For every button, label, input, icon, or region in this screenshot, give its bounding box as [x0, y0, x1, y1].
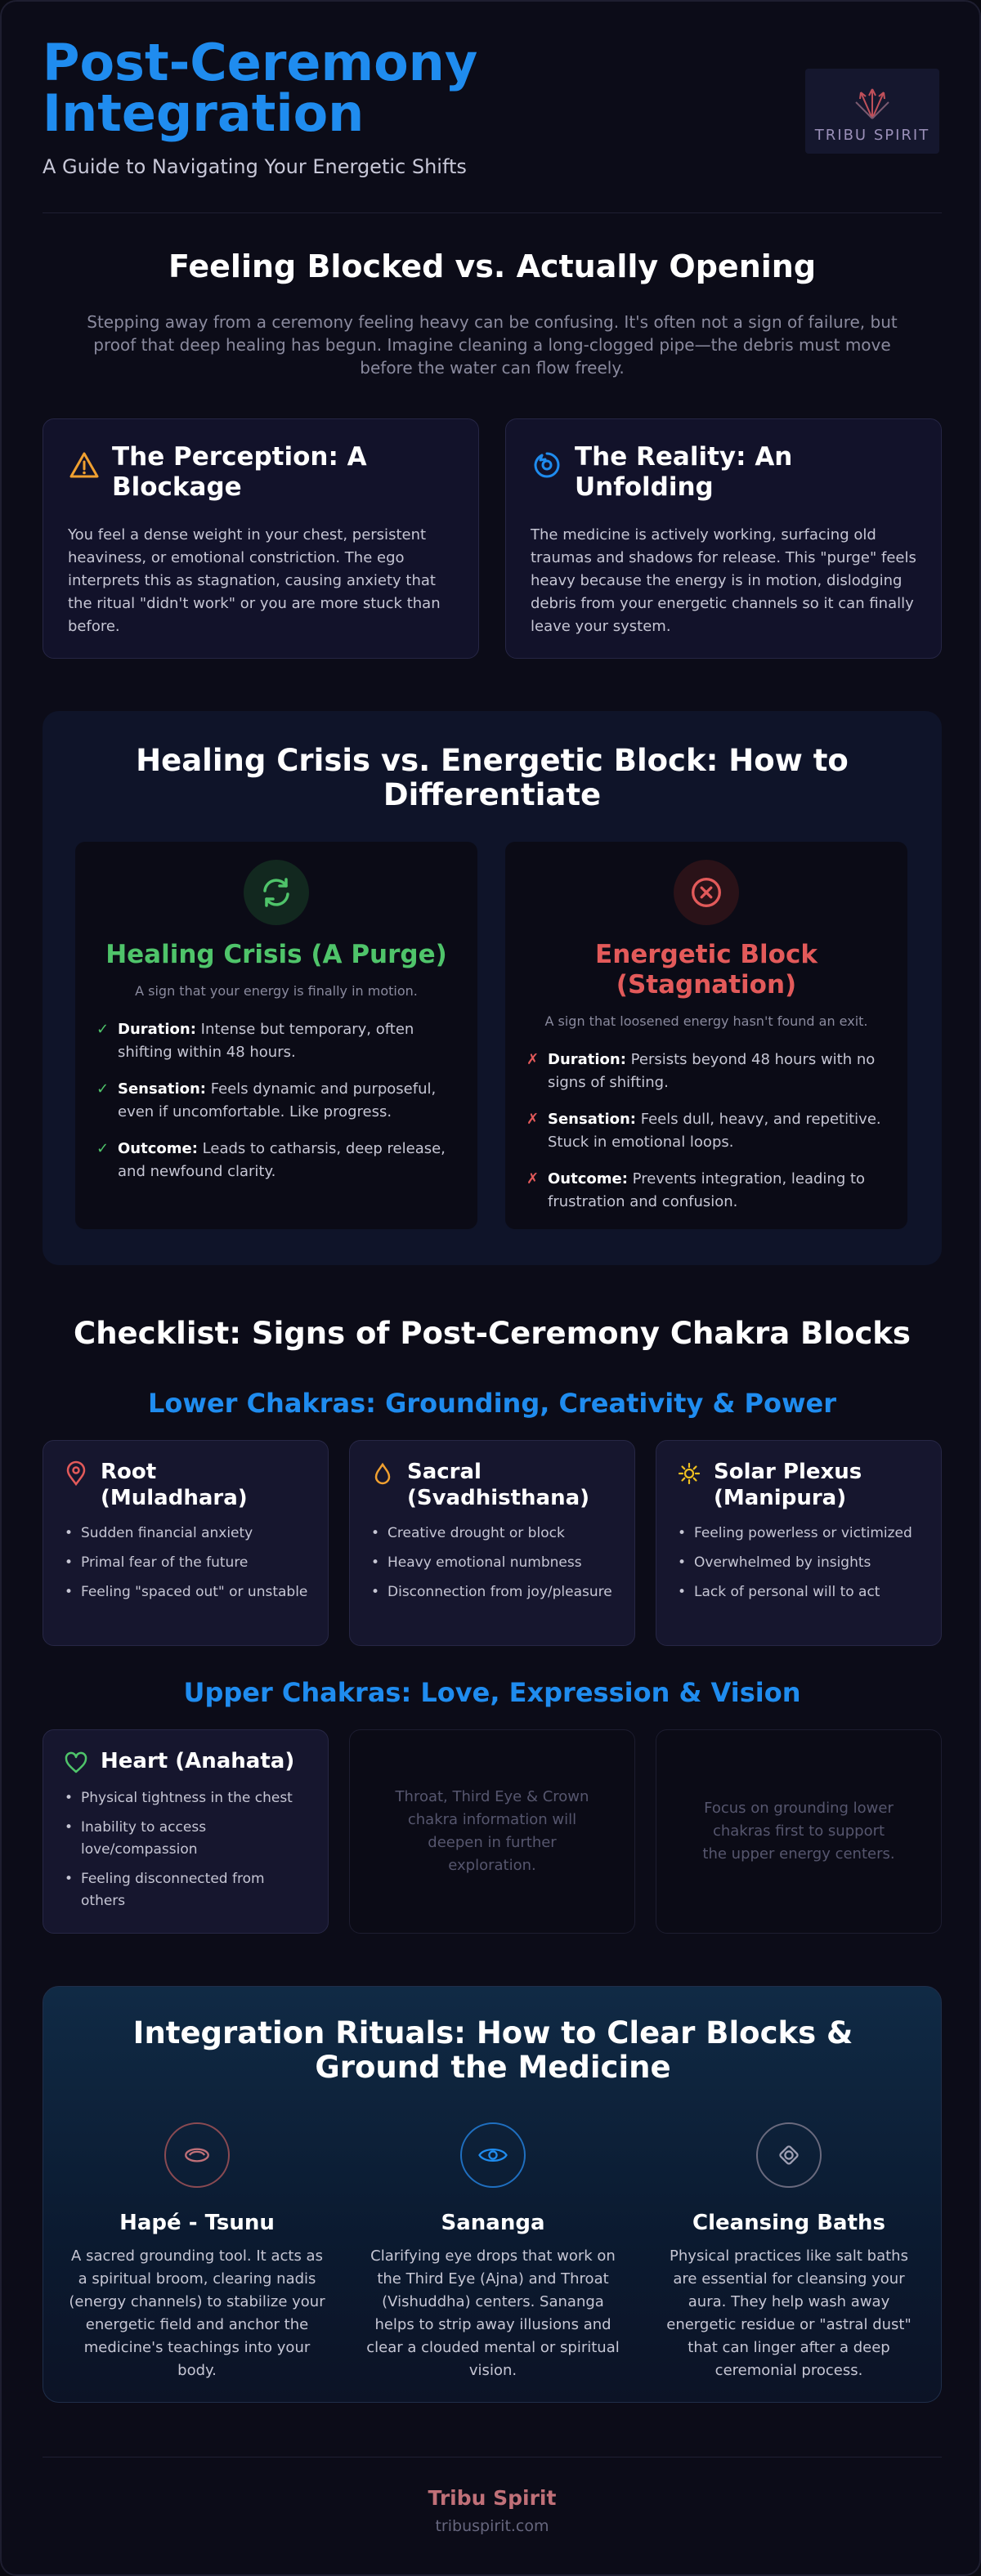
chakra-card-root — [43, 1440, 329, 1646]
item-label: Duration: — [548, 1051, 626, 1068]
list-item: • Sudden financial anxiety — [63, 1523, 308, 1545]
placeholder-text: Throat, Third Eye & Crown chakra information will deepen in further exploration. — [395, 1788, 589, 1874]
list-item — [95, 1018, 458, 1064]
energetic-block-list — [525, 1049, 888, 1214]
reality-title: The Reality: An Unfolding — [575, 442, 793, 502]
bath-icon — [771, 2137, 807, 2173]
hape-icon-wrap — [164, 2122, 230, 2188]
cross-icon: ✗ — [526, 1051, 540, 1068]
energetic-block-title: Energetic Block (Stagnation) — [595, 940, 818, 1000]
divider — [43, 212, 942, 213]
ritual-cleansing-baths — [656, 2122, 921, 2382]
footer-brand: Tribu Spirit — [428, 2486, 557, 2510]
item-label: Duration: — [118, 1021, 196, 1038]
list-item: • Feeling disconnected from others — [63, 1868, 308, 1912]
list-item: • Inability to access love/compassion — [63, 1817, 308, 1861]
healing-crisis-list — [95, 1018, 458, 1183]
ritual-text: Physical practices like salt baths are essential for cleansing your aura. They help wash away energetic residue or "astral dust" that can linger after a deep ceremonial process. — [666, 2247, 912, 2379]
refresh-icon-wrap — [244, 860, 309, 925]
upper-chakras-heading: Upper Chakras: Love, Expression & Vision — [183, 1677, 801, 1708]
placeholder-card — [656, 1729, 942, 1934]
check-icon: ✓ — [96, 1140, 110, 1157]
feather-logo-icon — [849, 78, 895, 123]
list-item: • Overwhelmed by insights — [676, 1552, 921, 1574]
chakra-card-heart — [43, 1729, 329, 1934]
list-item: • Physical tightness in the chest — [63, 1787, 308, 1809]
item-label: Sensation: — [548, 1111, 636, 1128]
list-item: • Heavy emotional numbness — [370, 1552, 615, 1574]
lower-chakras-heading: Lower Chakras: Grounding, Creativity & Power — [148, 1388, 836, 1419]
reality-card — [505, 418, 942, 659]
perception-text: You feel a dense weight in your chest, persistent heaviness, or emotional constriction. The ego interprets this as stagnation, causing anxiety that the ritual "didn't work" or you are more stuck than before. — [68, 526, 441, 635]
section-title-rituals: Integration Rituals: How to Clear Blocks & Ground the Medicine — [132, 2015, 853, 2085]
list-item: • Disconnection from joy/pleasure — [370, 1581, 615, 1603]
refresh-icon — [257, 873, 296, 912]
energetic-block-card — [505, 842, 907, 1229]
list-item: • Feeling "spaced out" or unstable — [63, 1581, 308, 1603]
ritual-title: Hapé - Tsunu — [119, 2211, 275, 2235]
list-item — [525, 1108, 888, 1154]
ritual-title: Sananga — [441, 2211, 545, 2235]
chakra-card-solar-plexus — [656, 1440, 942, 1646]
item-text: Feels dull, heavy, and repetitive. Stuck in emotional loops. — [548, 1111, 881, 1151]
cross-icon: ✗ — [526, 1170, 540, 1187]
list-item: • Lack of personal will to act — [676, 1581, 921, 1603]
page-subtitle: A Guide to Navigating Your Energetic Shifts — [43, 155, 467, 178]
ritual-hape — [65, 2122, 329, 2382]
ritual-sananga — [361, 2122, 625, 2382]
healing-crisis-title: Healing Crisis (A Purge) — [105, 940, 447, 969]
section-title-feeling-blocked: Feeling Blocked vs. Actually Opening — [168, 248, 817, 284]
ritual-text: A sacred grounding tool. It acts as a spiritual broom, clearing nadis (energy channels) to stabilize your energetic field and anchor the medicine's teachings into your body. — [69, 2247, 325, 2379]
item-label: Outcome: — [548, 1170, 628, 1187]
check-icon: ✓ — [96, 1021, 110, 1038]
list-item — [525, 1049, 888, 1094]
sun-icon — [676, 1460, 702, 1487]
logo-text: TRIBU SPIRIT — [814, 127, 930, 144]
energetic-block-subtitle: A sign that loosened energy hasn't found an exit. — [544, 1013, 868, 1029]
differentiate-panel — [43, 711, 942, 1265]
chakra-title: Sacral (Svadhisthana) — [407, 1460, 590, 1510]
section-title-differentiate: Healing Crisis vs. Energetic Block: How to Differentiate — [136, 743, 849, 812]
chakra-title: Heart (Anahata) — [101, 1749, 295, 1773]
ritual-title: Cleansing Baths — [692, 2211, 886, 2235]
check-icon: ✓ — [96, 1080, 110, 1098]
eye-icon-wrap — [460, 2122, 526, 2188]
item-text: Intense but temporary, often shifting within 48 hours. — [118, 1021, 414, 1061]
healing-crisis-card — [75, 842, 477, 1229]
item-text: Leads to catharsis, deep release, and newfound clarity. — [118, 1140, 446, 1180]
chakra-title: Solar Plexus (Manipura) — [714, 1460, 862, 1510]
rituals-panel — [43, 1986, 942, 2403]
eye-icon — [475, 2137, 511, 2173]
map-pin-icon — [63, 1460, 89, 1487]
x-circle-icon-wrap — [674, 860, 739, 925]
intro-paragraph: Stepping away from a ceremony feeling heavy can be confusing. It's often not a sign of failure, but proof that deep healing has begun. Imagine cleaning a long-clogged pipe—the debris must move before the water can flow freely. — [87, 312, 898, 378]
perception-title: The Perception: A Blockage — [112, 442, 367, 502]
cross-icon: ✗ — [526, 1111, 540, 1128]
placeholder-text: Focus on grounding lower chakras first to support the upper energy centers. — [702, 1800, 895, 1863]
ritual-text: Clarifying eye drops that work on the Third Eye (Ajna) and Throat (Vishuddha) centers. Sananga helps to strip away illusions and clear a clouded mental or spiritual vision. — [366, 2247, 620, 2379]
item-text: Feels dynamic and purposeful, even if uncomfortable. Like progress. — [118, 1080, 437, 1120]
item-label: Sensation: — [118, 1080, 206, 1098]
footer-url-link[interactable]: tribuspirit.com — [435, 2517, 549, 2535]
brand-logo — [805, 69, 939, 154]
hape-icon — [179, 2137, 215, 2173]
item-text: Persists beyond 48 hours with no signs of shifting. — [548, 1051, 876, 1091]
flow-icon — [531, 449, 563, 481]
x-circle-icon — [688, 874, 725, 911]
list-item — [95, 1078, 458, 1124]
healing-crisis-subtitle: A sign that your energy is finally in motion. — [135, 983, 418, 999]
header — [43, 33, 942, 178]
warning-icon — [68, 449, 101, 481]
page-title: Post-Ceremony Integration — [43, 33, 478, 143]
item-text: Prevents integration, leading to frustration and confusion. — [548, 1170, 866, 1210]
list-item — [525, 1168, 888, 1214]
perception-card — [43, 418, 479, 659]
item-label: Outcome: — [118, 1140, 198, 1157]
bath-icon-wrap — [756, 2122, 822, 2188]
list-item: • Feeling powerless or victimized — [676, 1523, 921, 1545]
list-item — [95, 1138, 458, 1183]
heart-icon — [63, 1750, 89, 1776]
chakra-card-sacral — [349, 1440, 635, 1646]
droplet-icon — [370, 1460, 396, 1487]
reality-text: The medicine is actively working, surfacing old traumas and shadows for release. This "purge" feels heavy because the energy is in motion, dislodging debris from your energetic channels so it can finally leave your system. — [531, 526, 916, 635]
placeholder-card — [349, 1729, 635, 1934]
section-title-checklist: Checklist: Signs of Post-Ceremony Chakra Blocks — [74, 1316, 911, 1351]
chakra-title: Root (Muladhara) — [101, 1460, 248, 1510]
list-item: • Primal fear of the future — [63, 1552, 308, 1574]
list-item: • Creative drought or block — [370, 1523, 615, 1545]
